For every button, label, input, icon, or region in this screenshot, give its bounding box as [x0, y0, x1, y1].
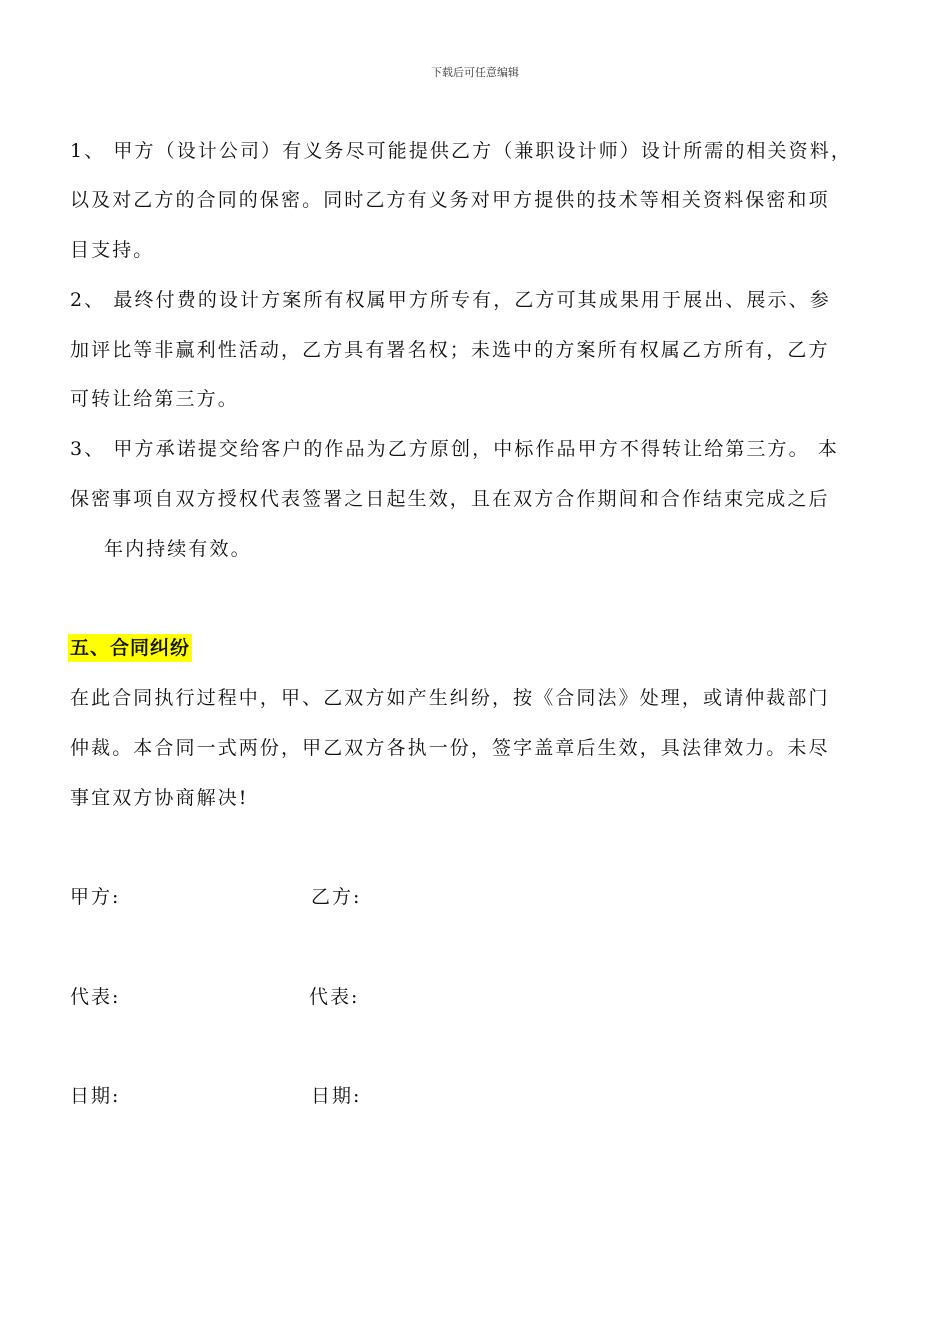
page-header: 下载后可任意编辑: [431, 66, 519, 79]
clause-1-line-2: 以及对乙方的合同的保密。同时乙方有义务对甲方提供的技术等相关资料保密和项: [70, 189, 830, 211]
clause-2-line-1: 2、 最终付费的设计方案所有权属甲方所专有，乙方可其成果用于展出、展示、参: [70, 289, 831, 311]
clause-1-line-3: 目支持。: [70, 239, 155, 261]
clause-2-line-3: 可转让给第三方。: [70, 388, 239, 410]
date-b-label: 日期:: [311, 1085, 362, 1107]
disputes-line-3: 事宜双方协商解决!: [70, 787, 249, 809]
clause-3-line-1: 3、 甲方承诺提交给客户的作品为乙方原创，中标作品甲方不得转让给第三方。 本: [70, 438, 839, 460]
representative-a-label: 代表:: [70, 986, 121, 1008]
representative-b-label: 代表:: [309, 986, 360, 1008]
clause-3-line-3: 年内持续有效。: [104, 538, 252, 560]
party-b-label: 乙方:: [311, 886, 362, 908]
disputes-line-2: 仲裁。本合同一式两份，甲乙双方各执一份，签字盖章后生效，具法律效力。未尽: [70, 737, 830, 759]
date-a-label: 日期:: [70, 1085, 121, 1107]
clause-2-line-2: 加评比等非赢利性活动，乙方具有署名权；未选中的方案所有权属乙方所有，乙方: [70, 339, 830, 361]
section-heading-disputes: 五、合同纠纷: [68, 634, 192, 662]
party-a-label: 甲方:: [70, 886, 121, 908]
disputes-line-1: 在此合同执行过程中，甲、乙双方如产生纠纷，按《合同法》处理，或请仲裁部门: [70, 687, 830, 709]
clause-3-line-2: 保密事项自双方授权代表签署之日起生效，且在双方合作期间和合作结束完成之后: [70, 488, 830, 510]
clause-1-line-1: 1、 甲方（设计公司）有义务尽可能提供乙方（兼职设计师）设计所需的相关资料，: [70, 140, 852, 162]
